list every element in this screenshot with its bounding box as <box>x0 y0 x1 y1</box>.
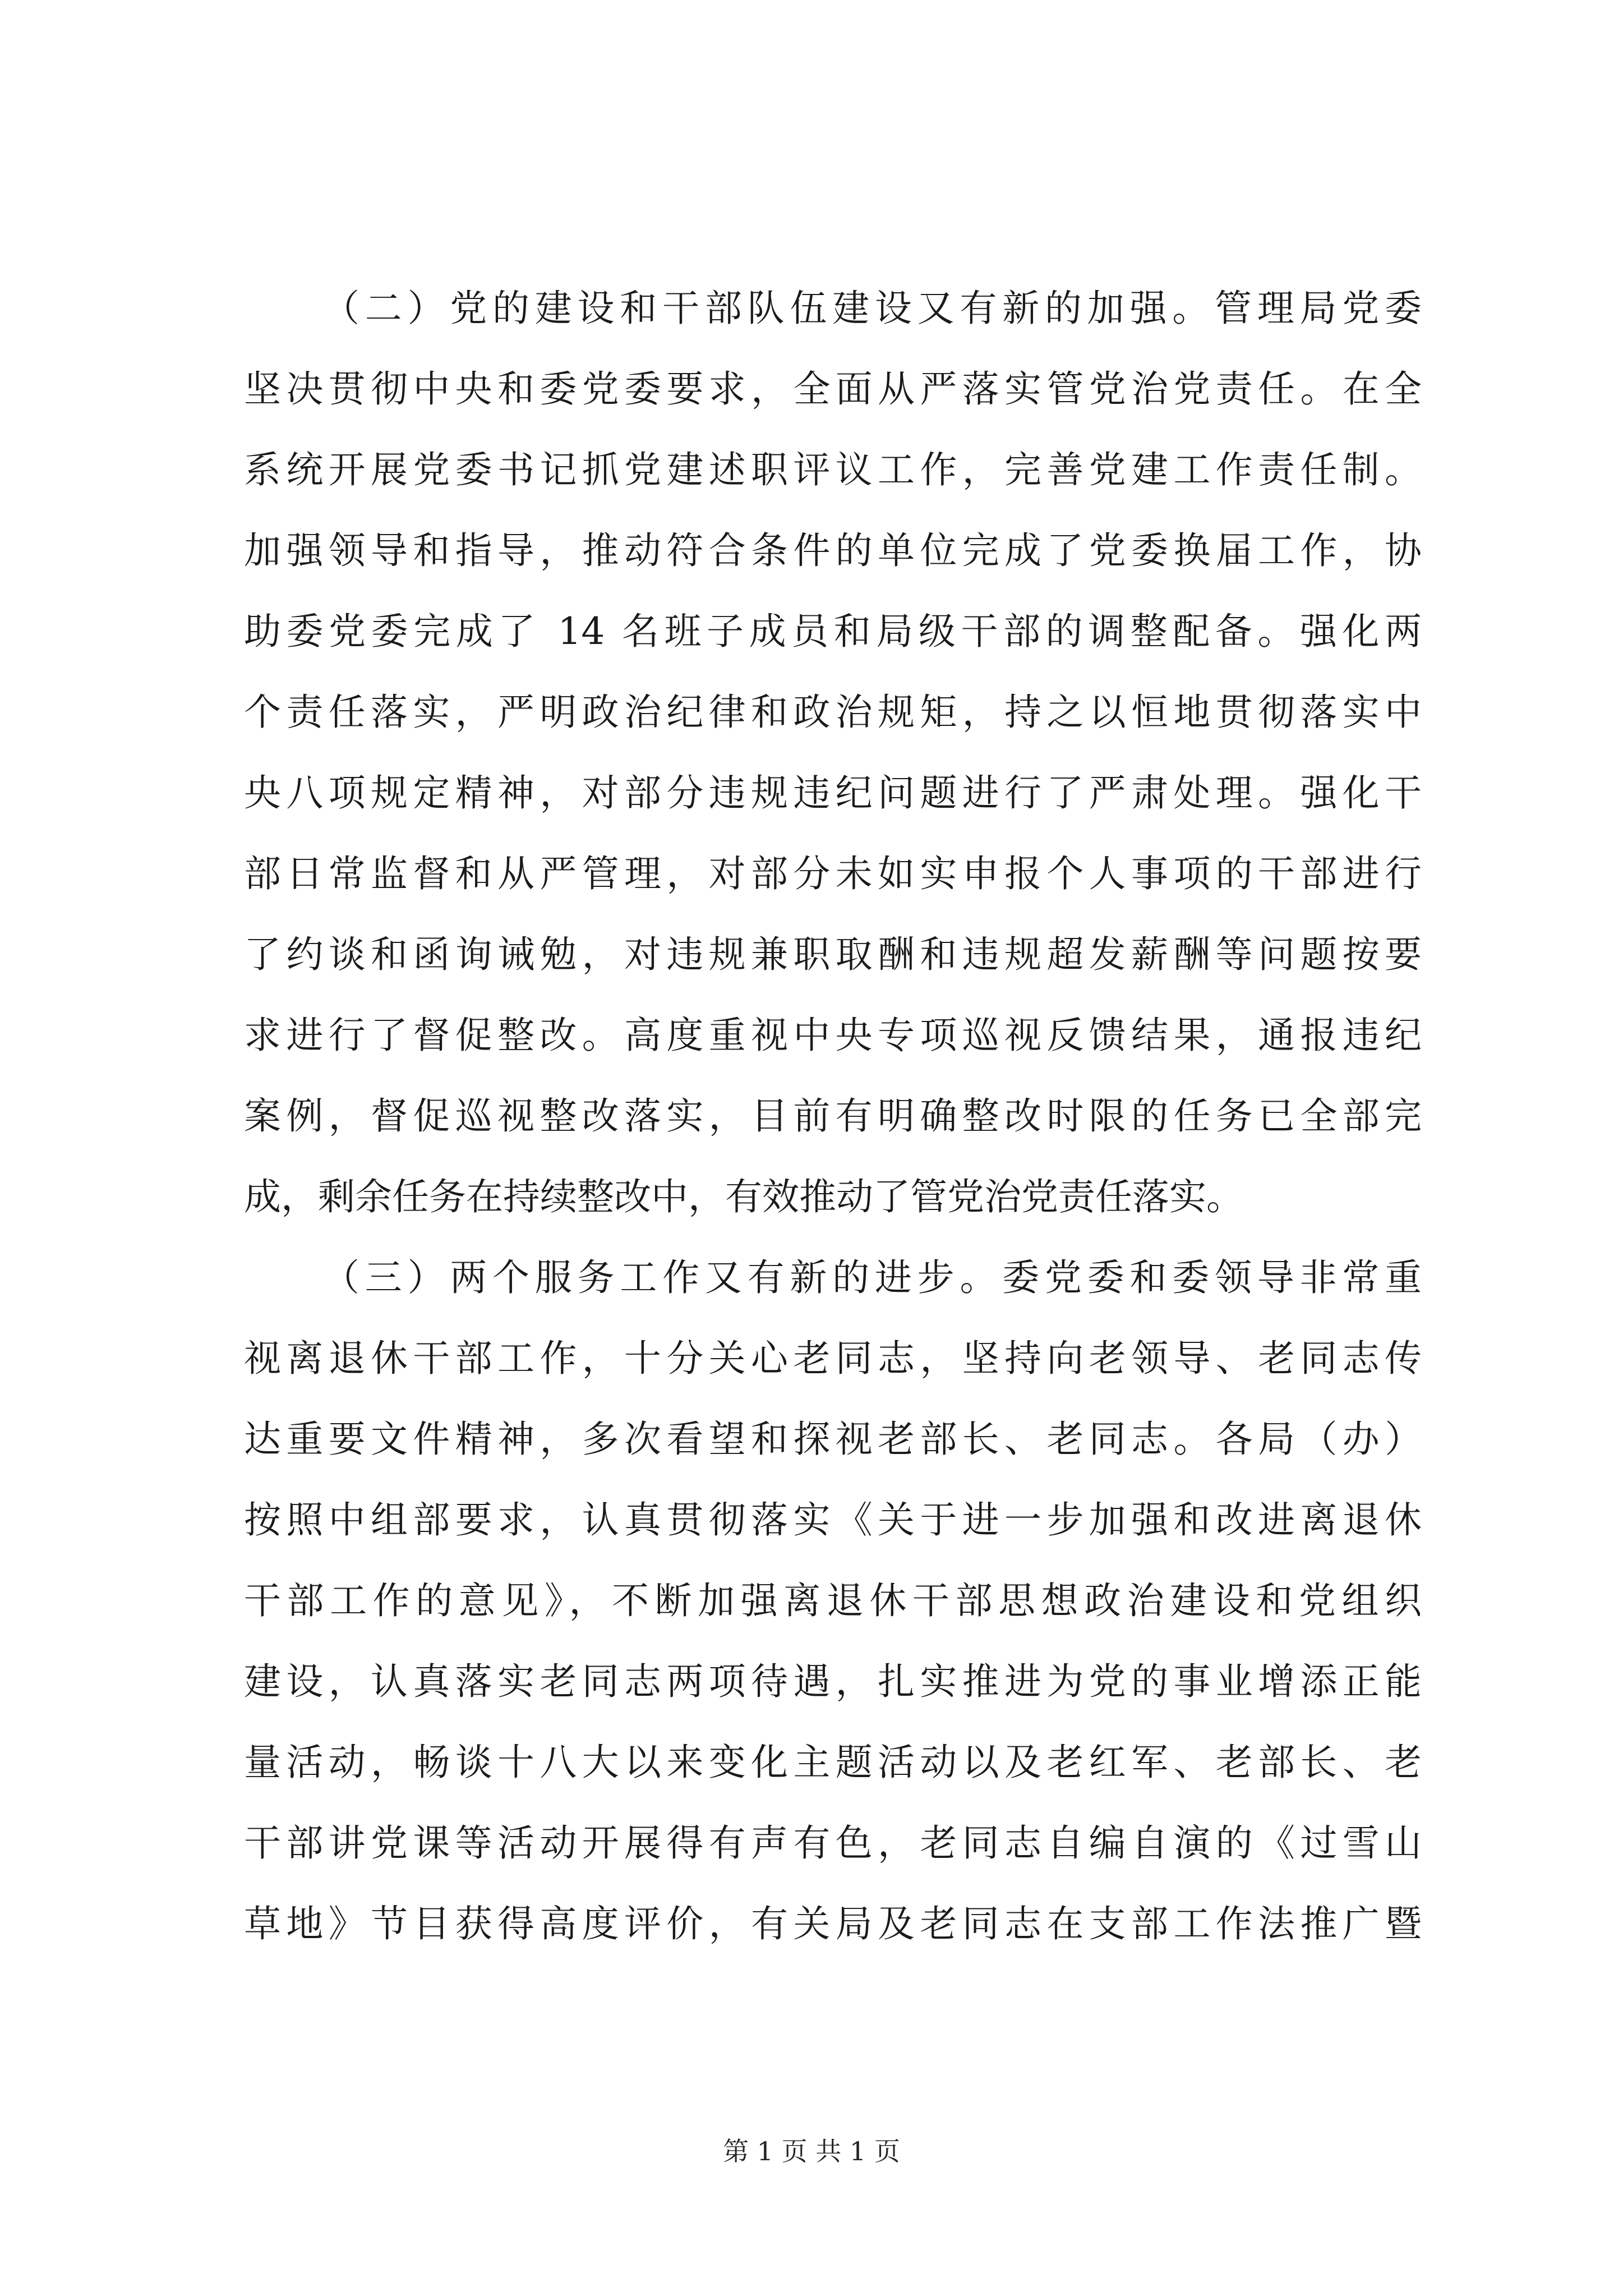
page-footer: 第 1 页 共 1 页 <box>723 2136 900 2166</box>
text-line: （三）两个服务工作又有新的进步。委党委和委领导非常重 <box>322 1256 1422 1299</box>
text-line: 视离退休干部工作，十分关心老同志，坚持向老领导、老同志传 <box>244 1337 1422 1380</box>
body-text <box>244 268 1422 1964</box>
text-line: 加强领导和指导，推动符合条件的单位完成了党委换届工作，协 <box>244 529 1422 572</box>
text-line: 量活动，畅谈十八大以来变化主题活动以及老红军、老部长、老 <box>244 1741 1422 1784</box>
text-line: 系统开展党委书记抓党建述职评议工作，完善党建工作责任制。 <box>244 448 1422 491</box>
text-line: 坚决贯彻中央和委党委要求，全面从严落实管党治党责任。在全 <box>244 367 1422 411</box>
text-line: 了约谈和函询诫勉，对违规兼职取酬和违规超发薪酬等问题按要 <box>244 933 1422 976</box>
text-line: 草地》节目获得高度评价，有关局及老同志在支部工作法推广暨 <box>244 1902 1422 1945</box>
text-line: 个责任落实，严明政治纪律和政治规矩，持之以恒地贯彻落实中 <box>244 691 1422 734</box>
text-line: 求进行了督促整改。高度重视中央专项巡视反馈结果，通报违纪 <box>244 1014 1422 1057</box>
text-line: （二）党的建设和干部队伍建设又有新的加强。管理局党委 <box>322 287 1422 330</box>
text-line: 干部讲党课等活动开展得有声有色，老同志自编自演的《过雪山 <box>244 1821 1422 1865</box>
text-line: 达重要文件精神，多次看望和探视老部长、老同志。各局（办） <box>244 1418 1422 1461</box>
text-line: 建设，认真落实老同志两项待遇，扎实推进为党的事业增添正能 <box>244 1660 1422 1703</box>
text-line: 央八项规定精神，对部分违规违纪问题进行了严肃处理。强化干 <box>244 771 1422 815</box>
text-line: 按照中组部要求，认真贯彻落实《关于进一步加强和改进离退休 <box>244 1498 1422 1542</box>
text-line: 部日常监督和从严管理，对部分未如实申报个人事项的干部进行 <box>244 852 1422 895</box>
text-line: 干部工作的意见》，不断加强离退休干部思想政治建设和党组织 <box>244 1579 1422 1622</box>
text-line: 案例，督促巡视整改落实，目前有明确整改时限的任务已全部完 <box>244 1094 1422 1138</box>
text-line: 成，剩余任务在持续整改中，有效推动了管党治党责任落实。 <box>244 1175 1243 1218</box>
text-line: 助委党委完成了 14 名班子成员和局级干部的调整配备。强化两 <box>244 610 1422 653</box>
